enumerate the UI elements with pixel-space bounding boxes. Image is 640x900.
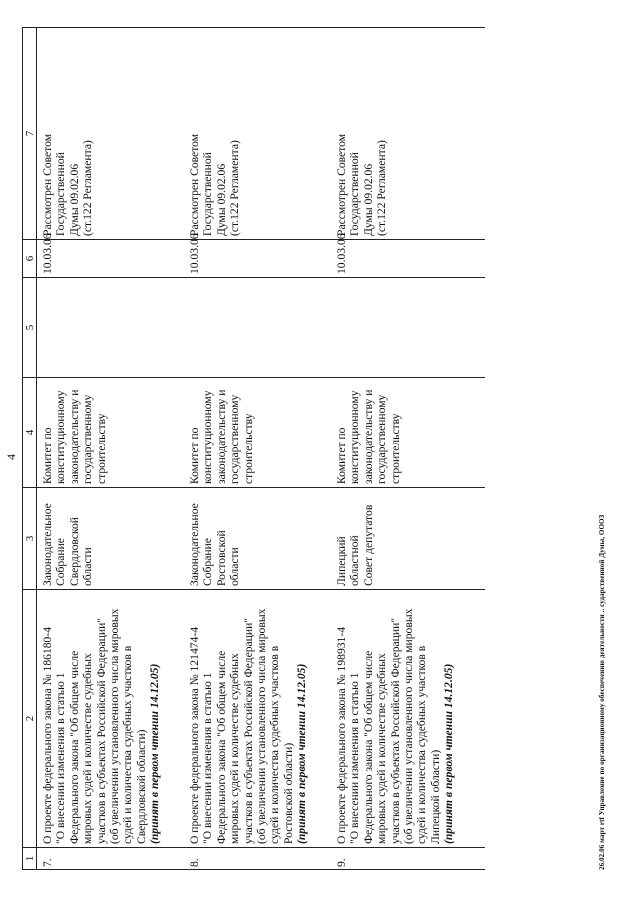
column-5-cell <box>37 278 185 378</box>
date-cell: 10.03.06 <box>184 240 331 278</box>
column-header-6: 6 <box>23 240 37 278</box>
bill-description <box>331 590 485 848</box>
remark-cell: Рассмотрен Советом Государственной Думы 09.02.06 (ст.122 Регламента) <box>331 28 485 240</box>
column-header-3: 3 <box>23 488 37 590</box>
row-number: 7. <box>37 848 185 870</box>
remark-cell: Рассмотрен Советом Государственной Думы 09.02.06 (ст.122 Регламента) <box>184 28 331 240</box>
table-row <box>184 28 331 870</box>
bill-description <box>37 590 185 848</box>
column-header-5: 5 <box>23 278 37 378</box>
initiator-cell: Законодательное Собрание Ростовской области <box>184 488 331 590</box>
bill-reading-note: (принят в первом чтении 14.12.05) <box>442 663 456 844</box>
date-cell: 10.03.06 <box>331 240 485 278</box>
column-5-cell <box>184 278 331 378</box>
committee-cell: Комитет по конституционному законодательству и государственному строительству <box>37 378 185 488</box>
column-5-cell <box>331 278 485 378</box>
bill-body: "О внесении изменения в статью 1 Федерального закона "Об общем числе мировых судей и количестве судебных участков в субъектах Российской Федерации" (об увеличении установленного числа мировых судей и количества судебных участков в Липецкой области) <box>348 608 442 844</box>
bill-title: О проекте федерального закона № 186180-4 <box>41 627 54 844</box>
bill-title: О проекте федерального закона № 121474-4 <box>188 627 201 844</box>
date-cell: 10.03.06 <box>37 240 185 278</box>
initiator-cell: Липецкий областной Совет депутатов <box>331 488 485 590</box>
remark-cell: Рассмотрен Советом Государственной Думы 09.02.06 (ст.122 Регламента) <box>37 28 185 240</box>
row-number: 8. <box>184 848 331 870</box>
column-header-7: 7 <box>23 28 37 240</box>
bill-reading-note: (принят в первом чтении 14.12.05) <box>295 663 309 844</box>
table-row <box>37 28 185 870</box>
table-row <box>331 28 485 870</box>
bill-title: О проекте федерального закона № 198931-4 <box>335 627 348 844</box>
committee-cell: Комитет по конституционному законодательству и государственному строительству <box>331 378 485 488</box>
column-header-1: 1 <box>23 848 37 870</box>
committee-cell: Комитет по конституционному законодательству и государственному строительству <box>184 378 331 488</box>
bill-reading-note: (принят в первом чтении 14.12.05) <box>148 663 162 844</box>
column-header-4: 4 <box>23 378 37 488</box>
agenda-table <box>22 27 485 870</box>
bill-description <box>184 590 331 848</box>
column-header-2: 2 <box>23 590 37 848</box>
page-number: 4 <box>4 454 18 460</box>
row-number: 9. <box>331 848 485 870</box>
page-footer: 26.02.06 март rtf Управление по организационному обеспечению деятельности .. сударственной Думы, ОООЗ <box>598 514 606 870</box>
table-header <box>23 28 37 870</box>
bill-body: "О внесении изменения в статью 1 Федерального закона "Об общем числе мировых судей и количестве судебных участков в субъектах Российской Федерации" (об увеличении установленного числа мировых судей и количества судебных участков в Свердловской области) <box>54 608 148 844</box>
bill-body: "О внесении изменения в статью 1 Федерального закона "Об общем числе мировых судей и количестве судебных участков в субъектах Российской Федерации" (об увеличении установленного числа мировых судей и количества судебных участков в Ростовской области) <box>201 608 295 844</box>
initiator-cell: Законодательное Собрание Свердловской области <box>37 488 185 590</box>
